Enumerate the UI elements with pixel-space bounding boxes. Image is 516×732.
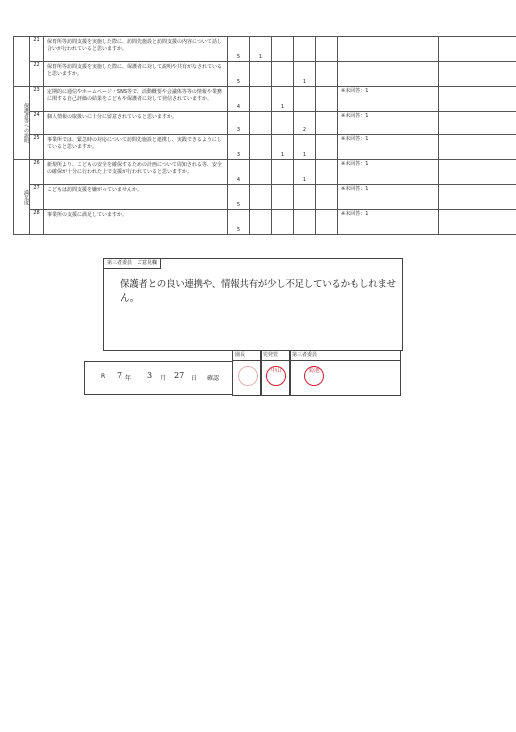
question-number: 25 [30, 135, 44, 160]
handwritten-comment: 保護者との良い連携や、情報共有が少し不足しているかもしれません。 [120, 279, 396, 304]
note-cell: ※未回答：1 [338, 135, 439, 160]
answer-count: 5 [228, 62, 250, 87]
question-text: 新規所より、こどもの安全を確保するための計画について周知される等、安全の確保が十分に行われた上で支援が行われていると思いますか。 [44, 160, 228, 185]
answer-count [272, 185, 294, 210]
table-row [14, 160, 516, 185]
seal-label: 第三者委員 [290, 351, 400, 361]
answer-count: 3 [228, 135, 250, 160]
table-row [14, 37, 516, 62]
director-stamp [238, 366, 258, 386]
table-row [14, 135, 516, 160]
question-text: こどもは訪問支援を嫌がっていませんか。 [44, 185, 228, 210]
evaluation-table [13, 36, 516, 235]
answer-count [272, 37, 294, 62]
answer-count: 1 [250, 37, 272, 62]
comment-label: 第三者委員 ご意見欄 [104, 259, 161, 269]
day-value: 27 [174, 371, 185, 380]
seal-box-third-party [289, 350, 401, 396]
note-cell: ※未回答：1 [338, 160, 439, 185]
answer-count [316, 87, 338, 112]
answer-count: 4 [228, 87, 250, 112]
third-party-stamp: 菊池 [304, 366, 324, 386]
era: R [101, 373, 106, 380]
year-unit: 年 [125, 375, 132, 382]
answer-count: 1 [294, 135, 316, 160]
table-row [14, 210, 516, 235]
remarks-cell [439, 210, 516, 235]
day-unit: 日 [191, 375, 198, 382]
answer-count [272, 210, 294, 235]
question-number: 26 [30, 160, 44, 185]
answer-count [316, 37, 338, 62]
seal-label: 児発管 [261, 351, 290, 361]
answer-count [316, 62, 338, 87]
seal-box-manager [260, 350, 291, 396]
answer-count [272, 160, 294, 185]
note-cell: ※未回答：1 [338, 210, 439, 235]
table-row [14, 185, 516, 210]
question-number: 21 [30, 37, 44, 62]
question-text: 事業所の支援に満足していますか。 [44, 210, 228, 235]
remarks-cell [439, 160, 516, 185]
answer-count [316, 112, 338, 135]
answer-count [250, 112, 272, 135]
answer-count: 5 [228, 210, 250, 235]
category-cell [14, 37, 30, 87]
remarks-cell [439, 185, 516, 210]
answer-count [250, 135, 272, 160]
confirmed-label: 確認 [207, 375, 220, 382]
question-text: 事業所では、緊急時の対応について訪問先施設と連携し、実践できるようにしていると思いますか。 [44, 135, 228, 160]
evaluation-table-section [13, 36, 511, 235]
answer-count: 1 [294, 160, 316, 185]
question-number: 27 [30, 185, 44, 210]
confirmation-area [84, 350, 400, 394]
seal-label: 園長 [233, 351, 261, 361]
answer-count: 3 [228, 112, 250, 135]
question-number: 22 [30, 62, 44, 87]
answer-count: 1 [272, 87, 294, 112]
comment-box [103, 258, 403, 351]
answer-count [316, 210, 338, 235]
question-number: 28 [30, 210, 44, 235]
answer-count: 1 [272, 135, 294, 160]
remarks-cell [439, 87, 516, 112]
question-text: 保育所等訪問支援を実施した際に、保護者に対して説明や共有がなされていると思いますか。 [44, 62, 228, 87]
category-cell: 保護者等への説明 [14, 87, 30, 160]
confirmation-date-box [84, 361, 233, 395]
question-text: 保育所等訪問支援を実施した際に、訪問先施設と訪問支援の内容について話し合いが行われていると思いますか。 [44, 37, 228, 62]
note-cell: ※未回答：1 [338, 87, 439, 112]
year-value: 7 [117, 371, 123, 380]
question-number: 23 [30, 87, 44, 112]
answer-count: 2 [294, 112, 316, 135]
answer-count: 4 [228, 160, 250, 185]
answer-count [250, 210, 272, 235]
question-text: 定期的に通信やホームページ・SNS等で、活動概要や会議体等等の情報や業務に関する自己評価の結果をこどもや保護者に対して発信されていますか。 [44, 87, 228, 112]
note-cell [338, 37, 439, 62]
answer-count [294, 87, 316, 112]
table-row [14, 112, 516, 135]
question-text: 個人情報の取扱いに十分に留意されていると思いますか。 [44, 112, 228, 135]
answer-count: 5 [228, 37, 250, 62]
answer-count [250, 87, 272, 112]
answer-count [272, 112, 294, 135]
remarks-cell [439, 112, 516, 135]
answer-count [316, 135, 338, 160]
seal-box-director [232, 350, 262, 396]
answer-count: 5 [228, 185, 250, 210]
answer-count [316, 160, 338, 185]
answer-count [294, 185, 316, 210]
manager-stamp: 中山 [266, 366, 286, 386]
remarks-cell [439, 37, 516, 62]
answer-count: 1 [294, 62, 316, 87]
answer-count [294, 37, 316, 62]
month-unit: 月 [160, 375, 167, 382]
note-cell: ※未回答：1 [338, 112, 439, 135]
answer-count [272, 62, 294, 87]
month-value: 3 [147, 371, 153, 380]
table-row [14, 87, 516, 112]
question-number: 24 [30, 112, 44, 135]
remarks-cell [439, 62, 516, 87]
note-cell [338, 62, 439, 87]
answer-count [316, 185, 338, 210]
answer-count [294, 210, 316, 235]
note-cell: ※未回答：1 [338, 185, 439, 210]
answer-count [250, 185, 272, 210]
table-row [14, 62, 516, 87]
category-cell: 満足度 [14, 160, 30, 235]
answer-count [250, 62, 272, 87]
remarks-cell [439, 135, 516, 160]
answer-count [250, 160, 272, 185]
